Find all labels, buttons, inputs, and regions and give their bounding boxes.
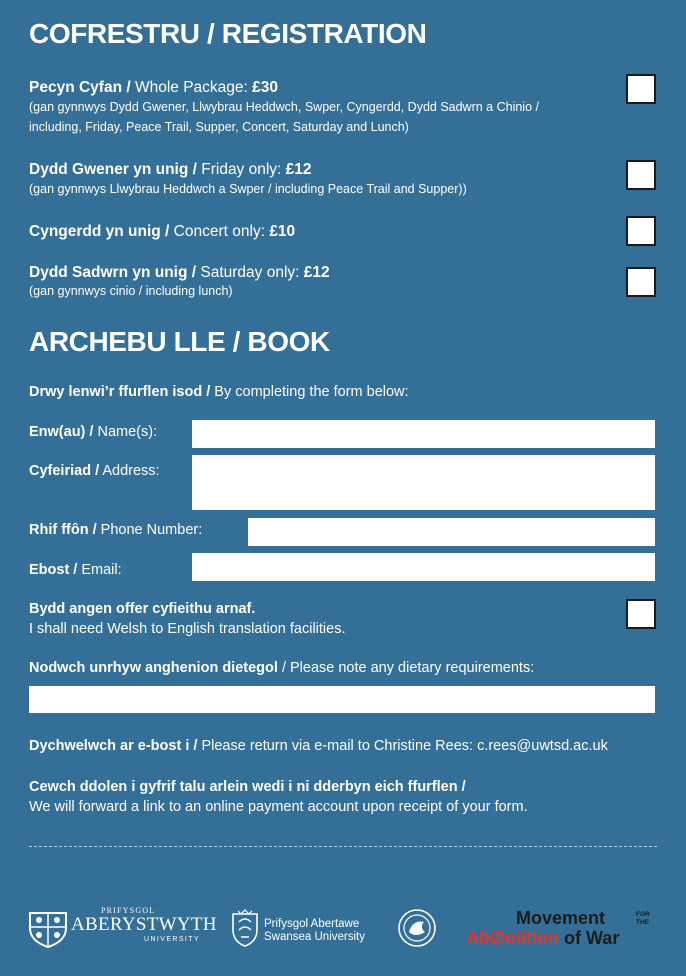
- translation-english: I shall need Welsh to English translation facilities.: [29, 621, 346, 637]
- option-whole-package: [29, 78, 539, 137]
- aberystwyth-crest-icon: [27, 910, 69, 948]
- friday-only-checkbox[interactable]: [626, 160, 656, 190]
- phone-label-english: Phone Number:: [96, 522, 203, 538]
- phone-input[interactable]: [248, 518, 655, 546]
- dietary-input[interactable]: [29, 686, 655, 713]
- option-details-1: (gan gynnwys Llwybrau Heddwch a Swper / including Peace Trail and Supper)): [29, 182, 467, 196]
- names-input[interactable]: [192, 420, 655, 448]
- option-concert-only: [29, 222, 295, 241]
- swansea-welsh: Prifysgol Abertawe: [264, 918, 360, 930]
- intro-english: By completing the form below:: [210, 384, 409, 400]
- translation-checkbox[interactable]: [626, 599, 656, 629]
- option-price: £12: [285, 161, 312, 178]
- maw-logo: [466, 908, 658, 950]
- option-friday-only: [29, 160, 467, 199]
- email-label: [29, 562, 122, 578]
- translation-welsh: Bydd angen offer cyfieithu arnaf.: [29, 601, 256, 617]
- option-title: [29, 222, 295, 241]
- option-english-label: Friday only:: [196, 161, 286, 178]
- maw-ab: Ab: [466, 928, 490, 948]
- option-price: £12: [303, 264, 330, 281]
- cut-line-divider: [29, 846, 657, 847]
- payment-welsh: Cewch ddolen i gyfrif talu arlein wedi i ni dderbyn eich ffurflen /: [29, 779, 466, 795]
- address-label: [29, 463, 160, 479]
- return-instructions: [29, 738, 608, 754]
- option-english-label: Concert only:: [169, 223, 270, 240]
- address-input[interactable]: [192, 455, 655, 510]
- swansea-english: Swansea University: [264, 931, 365, 943]
- option-english-label: Saturday only:: [196, 264, 304, 281]
- option-welsh-label: Pecyn Cyfan /: [29, 79, 131, 96]
- names-label-welsh: Enw(au) /: [29, 424, 94, 440]
- concert-only-checkbox[interactable]: [626, 216, 656, 246]
- aberystwyth-logo: [27, 906, 217, 950]
- option-details-1: (gan gynnwys Dydd Gwener, Llwybrau Heddwch, Swper, Cyngerdd, Dydd Sadwrn a Chinio /: [29, 100, 539, 114]
- maw-of-war: of War: [564, 928, 620, 948]
- payment-note: [29, 777, 528, 817]
- email-label-welsh: Ebost /: [29, 562, 78, 578]
- return-welsh: Dychwelwch ar e-bost i /: [29, 738, 198, 754]
- booking-heading: ARCHEBU LLE / BOOK: [29, 326, 330, 357]
- payment-english: We will forward a link to an online payment account upon receipt of your form.: [29, 799, 528, 815]
- option-price: £30: [252, 79, 279, 96]
- seal-emblem-icon: [397, 908, 437, 948]
- option-title: [29, 160, 467, 179]
- swansea-logo: [231, 908, 381, 952]
- names-label: [29, 424, 157, 440]
- option-english-label: Whole Package:: [130, 79, 253, 96]
- translation-request: [29, 599, 345, 639]
- aberystwyth-prifysgol: PRIFYSGOL: [101, 906, 156, 915]
- maw-olition: olition: [505, 928, 559, 948]
- address-label-english: Address:: [99, 463, 160, 479]
- phone-label: [29, 522, 202, 538]
- option-title: [29, 78, 539, 97]
- swansea-crest-icon: [231, 908, 259, 948]
- phone-label-welsh: Rhif ffôn /: [29, 522, 97, 538]
- maw-abolition-of-war: [466, 928, 619, 948]
- return-english: Please return via e-mail to Christine Rees: c.rees@uwtsd.ac.uk: [197, 738, 608, 754]
- email-label-english: Email:: [77, 562, 122, 578]
- option-details-2: including, Friday, Peace Trail, Supper, Concert, Saturday and Lunch): [29, 120, 409, 134]
- aberystwyth-name: ABERYSTWYTH: [71, 914, 217, 935]
- registration-heading: COFRESTRU / REGISTRATION: [29, 18, 427, 49]
- dietary-label: [29, 660, 534, 676]
- whole-package-checkbox[interactable]: [626, 74, 656, 104]
- option-saturday-only: [29, 263, 330, 300]
- maw-the: THE: [636, 919, 649, 926]
- option-welsh-label: Cyngerdd yn unig /: [29, 223, 170, 240]
- intro-welsh: Drwy lenwi’r ffurflen isod /: [29, 384, 211, 400]
- maw-for: FOR: [636, 911, 650, 918]
- option-title: [29, 263, 330, 282]
- aberystwyth-university: UNIVERSITY: [144, 936, 201, 943]
- maw-movement: Movement: [516, 908, 606, 928]
- option-welsh-label: Dydd Sadwrn yn unig /: [29, 264, 197, 281]
- peace-circle-icon: [490, 930, 505, 945]
- email-input[interactable]: [192, 553, 655, 581]
- saturday-only-checkbox[interactable]: [626, 267, 656, 297]
- option-details-1: (gan gynnwys cinio / including lunch): [29, 284, 233, 298]
- address-label-welsh: Cyfeiriad /: [29, 463, 100, 479]
- dietary-label-english: / Please note any dietary requirements:: [277, 660, 535, 676]
- option-welsh-label: Dydd Gwener yn unig /: [29, 161, 197, 178]
- option-price: £10: [269, 223, 296, 240]
- names-label-english: Name(s):: [93, 424, 158, 440]
- dietary-label-welsh: Nodwch unrhyw anghenion dietegol: [29, 660, 278, 676]
- booking-intro: [29, 384, 409, 400]
